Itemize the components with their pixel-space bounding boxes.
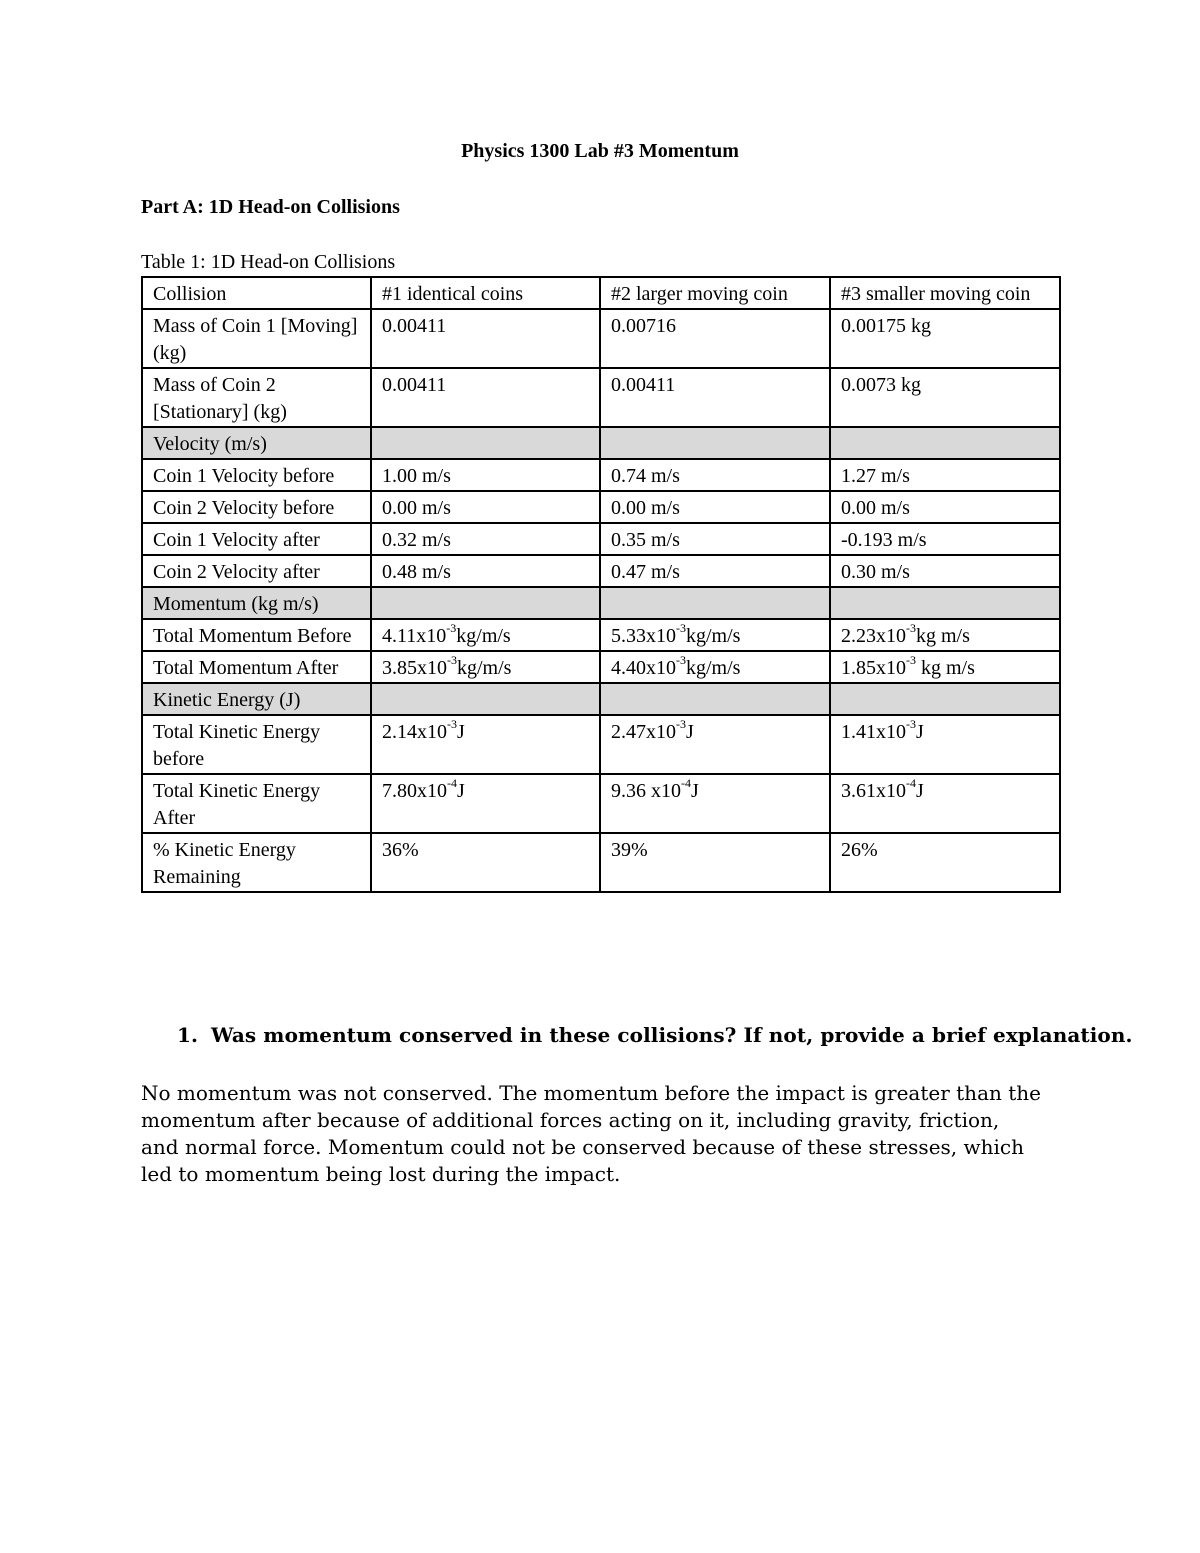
value-cell: 0.00 m/s [371,491,600,523]
row-label: Total Momentum Before [142,619,371,651]
value-cell: 0.00 m/s [600,491,830,523]
value-exponent: -3 [676,621,686,636]
value-base: 2.47x10 [611,721,676,743]
section-heading: Part A: 1D Head-on Collisions [141,196,400,218]
value-exponent: -3 [676,717,686,732]
value-cell: 26% [830,833,1060,892]
value-cell: 1.00 m/s [371,459,600,491]
value-base: 3.61x10 [841,780,906,802]
value-unit: kg/m/s [457,657,512,679]
value-unit: kg m/s [916,657,975,679]
value-cell [600,715,830,774]
table-row [142,368,1060,427]
value-exponent: -3 [447,653,457,668]
table-section-row [142,587,1060,619]
header-cell: #2 larger moving coin [600,277,830,309]
value-cell: 0.35 m/s [600,523,830,555]
value-cell [600,774,830,833]
value-exponent: -3 [906,717,916,732]
row-label: Total Kinetic Energy After [142,774,371,833]
question-text: Was momentum conserved in these collisions? If not, provide a brief explanation. [211,1023,1133,1047]
value-exponent: -3 [906,653,916,668]
value-exponent: -4 [447,776,457,791]
value-cell [371,619,600,651]
value-cell [830,619,1060,651]
answer-paragraph: No momentum was not conserved. The momentum before the impact is greater than the momentum after because of additional forces acting on it, including gravity, friction, and normal force. Momentum could not be conserved because of these stresses, which led to momentum being lost during the impact. [141,1081,1041,1186]
value-cell [371,683,600,715]
value-exponent: -3 [447,717,457,732]
row-label: Coin 2 Velocity before [142,491,371,523]
value-base: 1.41x10 [841,721,906,743]
row-label: Momentum (kg m/s) [142,587,371,619]
value-base: 9.36 x10 [611,780,681,802]
row-label: % Kinetic Energy Remaining [142,833,371,892]
value-cell [830,774,1060,833]
value-base: 4.11x10 [382,625,447,647]
value-cell: -0.193 m/s [830,523,1060,555]
value-unit: J [916,721,924,743]
value-cell: 0.32 m/s [371,523,600,555]
table-row [142,619,1060,651]
value-base: 2.14x10 [382,721,447,743]
header-cell: #1 identical coins [371,277,600,309]
value-unit: J [686,721,694,743]
value-cell [371,651,600,683]
value-exponent: -4 [681,776,691,791]
table-section-row [142,683,1060,715]
header-cell: Collision [142,277,371,309]
value-base: 3.85x10 [382,657,447,679]
value-cell: 0.74 m/s [600,459,830,491]
value-base: 7.80x10 [382,780,447,802]
table-row [142,555,1060,587]
question-1 [177,1023,1133,1047]
value-cell: 0.30 m/s [830,555,1060,587]
value-unit: kg m/s [916,625,970,647]
value-base: 5.33x10 [611,625,676,647]
table-header-row [142,277,1060,309]
value-cell [830,715,1060,774]
value-cell: 39% [600,833,830,892]
value-base: 2.23x10 [841,625,906,647]
value-cell: 0.00411 [371,309,600,368]
table-row [142,774,1060,833]
value-cell [830,683,1060,715]
row-label: Mass of Coin 1 [Moving] (kg) [142,309,371,368]
value-cell [830,587,1060,619]
row-label: Mass of Coin 2 [Stationary] (kg) [142,368,371,427]
table-row [142,309,1060,368]
header-cell: #3 smaller moving coin [830,277,1060,309]
table-row [142,491,1060,523]
collisions-table [141,276,1061,893]
document-title: Physics 1300 Lab #3 Momentum [461,140,739,162]
row-label: Total Kinetic Energy before [142,715,371,774]
table-row [142,459,1060,491]
value-exponent: -4 [906,776,916,791]
value-unit: kg/m/s [686,657,741,679]
table-row [142,651,1060,683]
value-exponent: -3 [446,621,457,636]
value-cell [371,587,600,619]
value-cell [600,427,830,459]
row-label: Coin 1 Velocity after [142,523,371,555]
value-cell: 0.00411 [600,368,830,427]
value-cell: 36% [371,833,600,892]
value-cell: 0.00716 [600,309,830,368]
table-caption: Table 1: 1D Head-on Collisions [141,251,396,273]
value-cell: 1.27 m/s [830,459,1060,491]
table-row [142,833,1060,892]
row-label: Velocity (m/s) [142,427,371,459]
value-base: 4.40x10 [611,657,676,679]
value-cell [600,619,830,651]
table-row [142,523,1060,555]
row-label: Coin 1 Velocity before [142,459,371,491]
row-label: Coin 2 Velocity after [142,555,371,587]
question-number: 1. [177,1023,199,1047]
value-unit: J [916,780,924,802]
table-section-row [142,427,1060,459]
value-base: 1.85x10 [841,657,906,679]
value-unit: kg/m/s [456,625,511,647]
value-cell [600,587,830,619]
value-cell [371,427,600,459]
value-cell [600,683,830,715]
value-exponent: -3 [676,653,686,668]
value-cell: 0.00 m/s [830,491,1060,523]
value-unit: J [457,780,465,802]
value-unit: kg/m/s [686,625,741,647]
row-label: Total Momentum After [142,651,371,683]
value-unit: J [457,721,465,743]
value-exponent: -3 [906,621,916,636]
value-cell [371,715,600,774]
value-cell [371,774,600,833]
value-unit: J [691,780,699,802]
value-cell: 0.48 m/s [371,555,600,587]
table-row [142,715,1060,774]
value-cell [830,427,1060,459]
value-cell: 0.00411 [371,368,600,427]
value-cell [830,651,1060,683]
value-cell [600,651,830,683]
value-cell: 0.00175 kg [830,309,1060,368]
value-cell: 0.47 m/s [600,555,830,587]
row-label: Kinetic Energy (J) [142,683,371,715]
value-cell: 0.0073 kg [830,368,1060,427]
